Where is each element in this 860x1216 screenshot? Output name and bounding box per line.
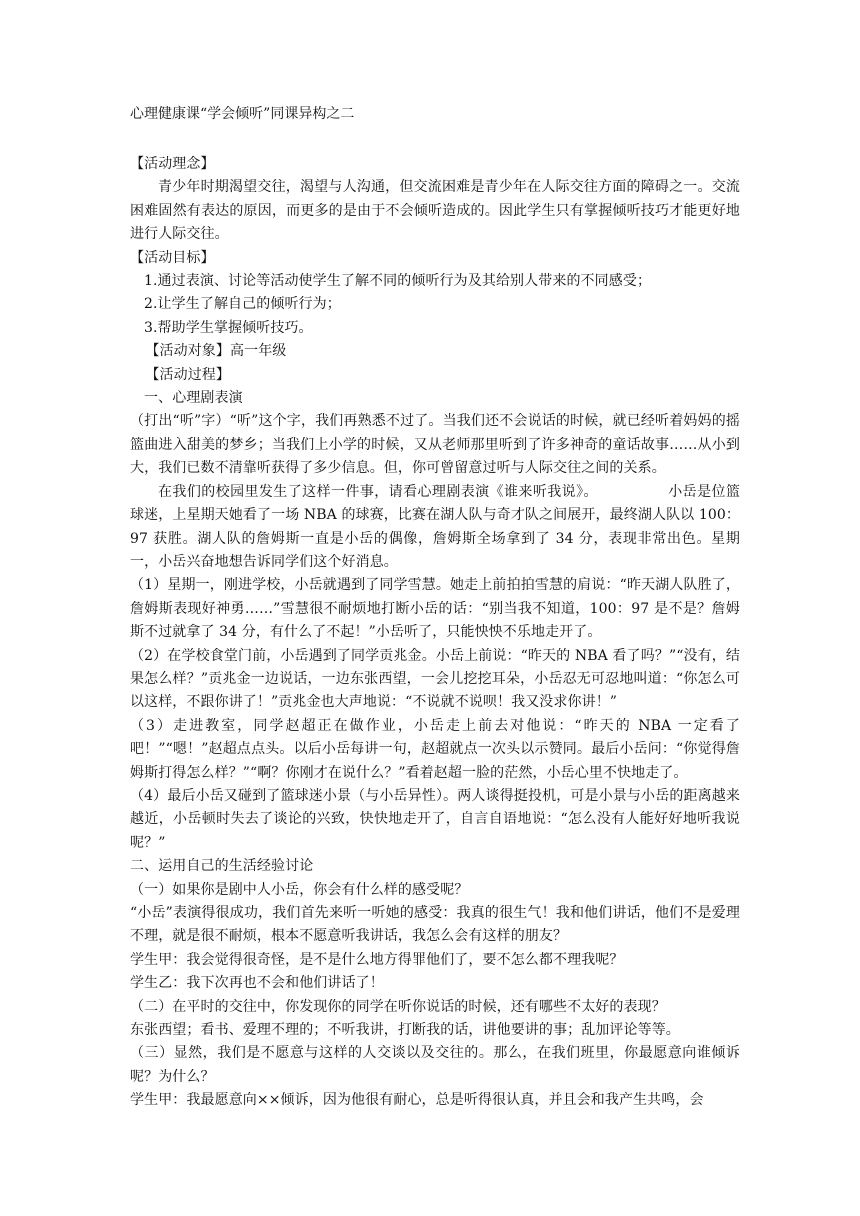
answer-1c: 学生乙：我下次再也不会和他们讲话了！ (130, 975, 384, 992)
goal-item: 1.通过表演、讨论等活动使学生了解不同的倾听行为及其给别人带来的不同感受； (144, 273, 652, 290)
scene-paragraph-3: （3）走进教室，同学赵超正在做作业，小岳走上前去对他说：“昨天的 NBA 一定看了吧！”“嗯！”赵超点点头。以后小岳每讲一句，赵超就点一次头以示赞同。最后小岳问：“你觉得詹姆斯打得怎么样？”“啊？你刚才在说什么？”看着赵超一脸的茫然，小岳心里不快地走了。 (130, 717, 740, 781)
target-line: 【活动对象】高一年级 (145, 343, 287, 360)
answer-1b: 学生甲：我会觉得很奇怪，是不是什么地方得罪他们了，要不怎么都不理我呢？ (130, 951, 624, 968)
answer-2: 东张西望；看书、爱理不理的；不听我讲，打断我的话，讲他要讲的事；乱加评论等等。 (130, 1022, 680, 1039)
question-2: （二）在平时的交往中，你发现你的同学在听你说话的时候，还有哪些不太好的表现？ (130, 998, 666, 1015)
question-3: （三）显然，我们是不愿意与这样的人交谈以及交往的。那么，在我们班里，你最愿意向谁倾诉呢？为什么？ (130, 1045, 740, 1085)
story-intro: 在我们的校园里发生了这样一件事，请看心理剧表演《谁来听我说》。 (158, 483, 598, 500)
scene-paragraph-2: （2）在学校食堂门前，小岳遇到了同学贡兆金。小岳上前说：“昨天的 NBA 看了吗？”“没有，结果怎么样？”贡兆金一边说话，一边东张西望，一会儿挖挖耳朵，小岳忍无可忍地叫道：“你怎么可以这样，不跟你讲了！”贡兆金也大声地说：“不说就不说呗！我又没求你讲！” (130, 647, 740, 711)
goal-item: 3.帮助学生掌握倾听技巧。 (144, 319, 313, 336)
part2-heading: 二、运用自己的生活经验讨论 (130, 858, 314, 875)
document-title: 心理健康课“学会倾听”同课异构之二 (130, 106, 355, 122)
section-heading-process: 【活动过程】 (145, 366, 230, 383)
section-heading-goals: 【活动目标】 (130, 249, 215, 266)
concept-paragraph: 青少年时期渴望交往，渴望与人沟通，但交流困难是青少年在人际交往方面的障碍之一。交流困难固然有表达的原因，而更多的是由于不会倾听造成的。因此学生只有掌握倾听技巧才能更好地进行人际交往。 (130, 179, 740, 243)
goal-item: 2.让学生了解自己的倾听行为； (144, 296, 341, 313)
story-setup: 小岳是位篮球迷，上星期天她看了一场 NBA 的球赛，比赛在湖人队与奇才队之间展开，最终湖人队以 100：97 获胜。湖人队的詹姆斯一直是小岳的偶像，詹姆斯全场拿到了 34 分，表现非常出色。星期一，小岳兴奋地想告诉同学们这个好消息。 (130, 483, 741, 570)
answer-3: 学生甲：我最愿意向××倾诉，因为他很有耐心，总是听得很认真，并且会和我产生共鸣，会 (130, 1092, 704, 1109)
question-1: （一）如果你是剧中人小岳，你会有什么样的感受呢？ (130, 881, 469, 898)
part1-intro-paragraph: （打出“听”字）“听”这个字，我们再熟悉不过了。当我们还不会说话的时候，就已经听着妈妈的摇篮曲进入甜美的梦乡；当我们上小学的时候，又从老师那里听到了许多神奇的童话故事……从小到大，我们已数不清靠听获得了多少信息。但，你可曾留意过听与人际交往之间的关系。 (130, 413, 740, 477)
story-paragraph (130, 481, 740, 575)
answer-1a: “小岳”表演得很成功，我们首先来听一听她的感受：我真的很生气！我和他们讲话，他们不是爱理不理，就是很不耐烦，根本不愿意听我讲话，我怎么会有这样的朋友？ (130, 905, 740, 945)
scene-paragraph-4: （4）最后小岳又碰到了篮球迷小景（与小岳异性）。两人谈得挺投机，可是小景与小岳的距离越来越近，小岳顿时失去了谈论的兴致，快快地走开了，自言自语地说：“怎么没有人能好好地听我说呢？” (130, 787, 740, 851)
scene-paragraph-1: （1）星期一，刚进学校，小岳就遇到了同学雪慧。她走上前拍拍雪慧的肩说：“昨天湖人队胜了，詹姆斯表现好神勇……”雪慧很不耐烦地打断小岳的话：“别当我不知道，100：97 是不是？詹姆斯不过就拿了 34 分，有什么了不起！”小岳听了，只能怏怏不乐地走开了。 (130, 577, 740, 641)
section-heading-concept: 【活动理念】 (130, 156, 215, 172)
part1-heading: 一、心理剧表演 (144, 390, 243, 407)
